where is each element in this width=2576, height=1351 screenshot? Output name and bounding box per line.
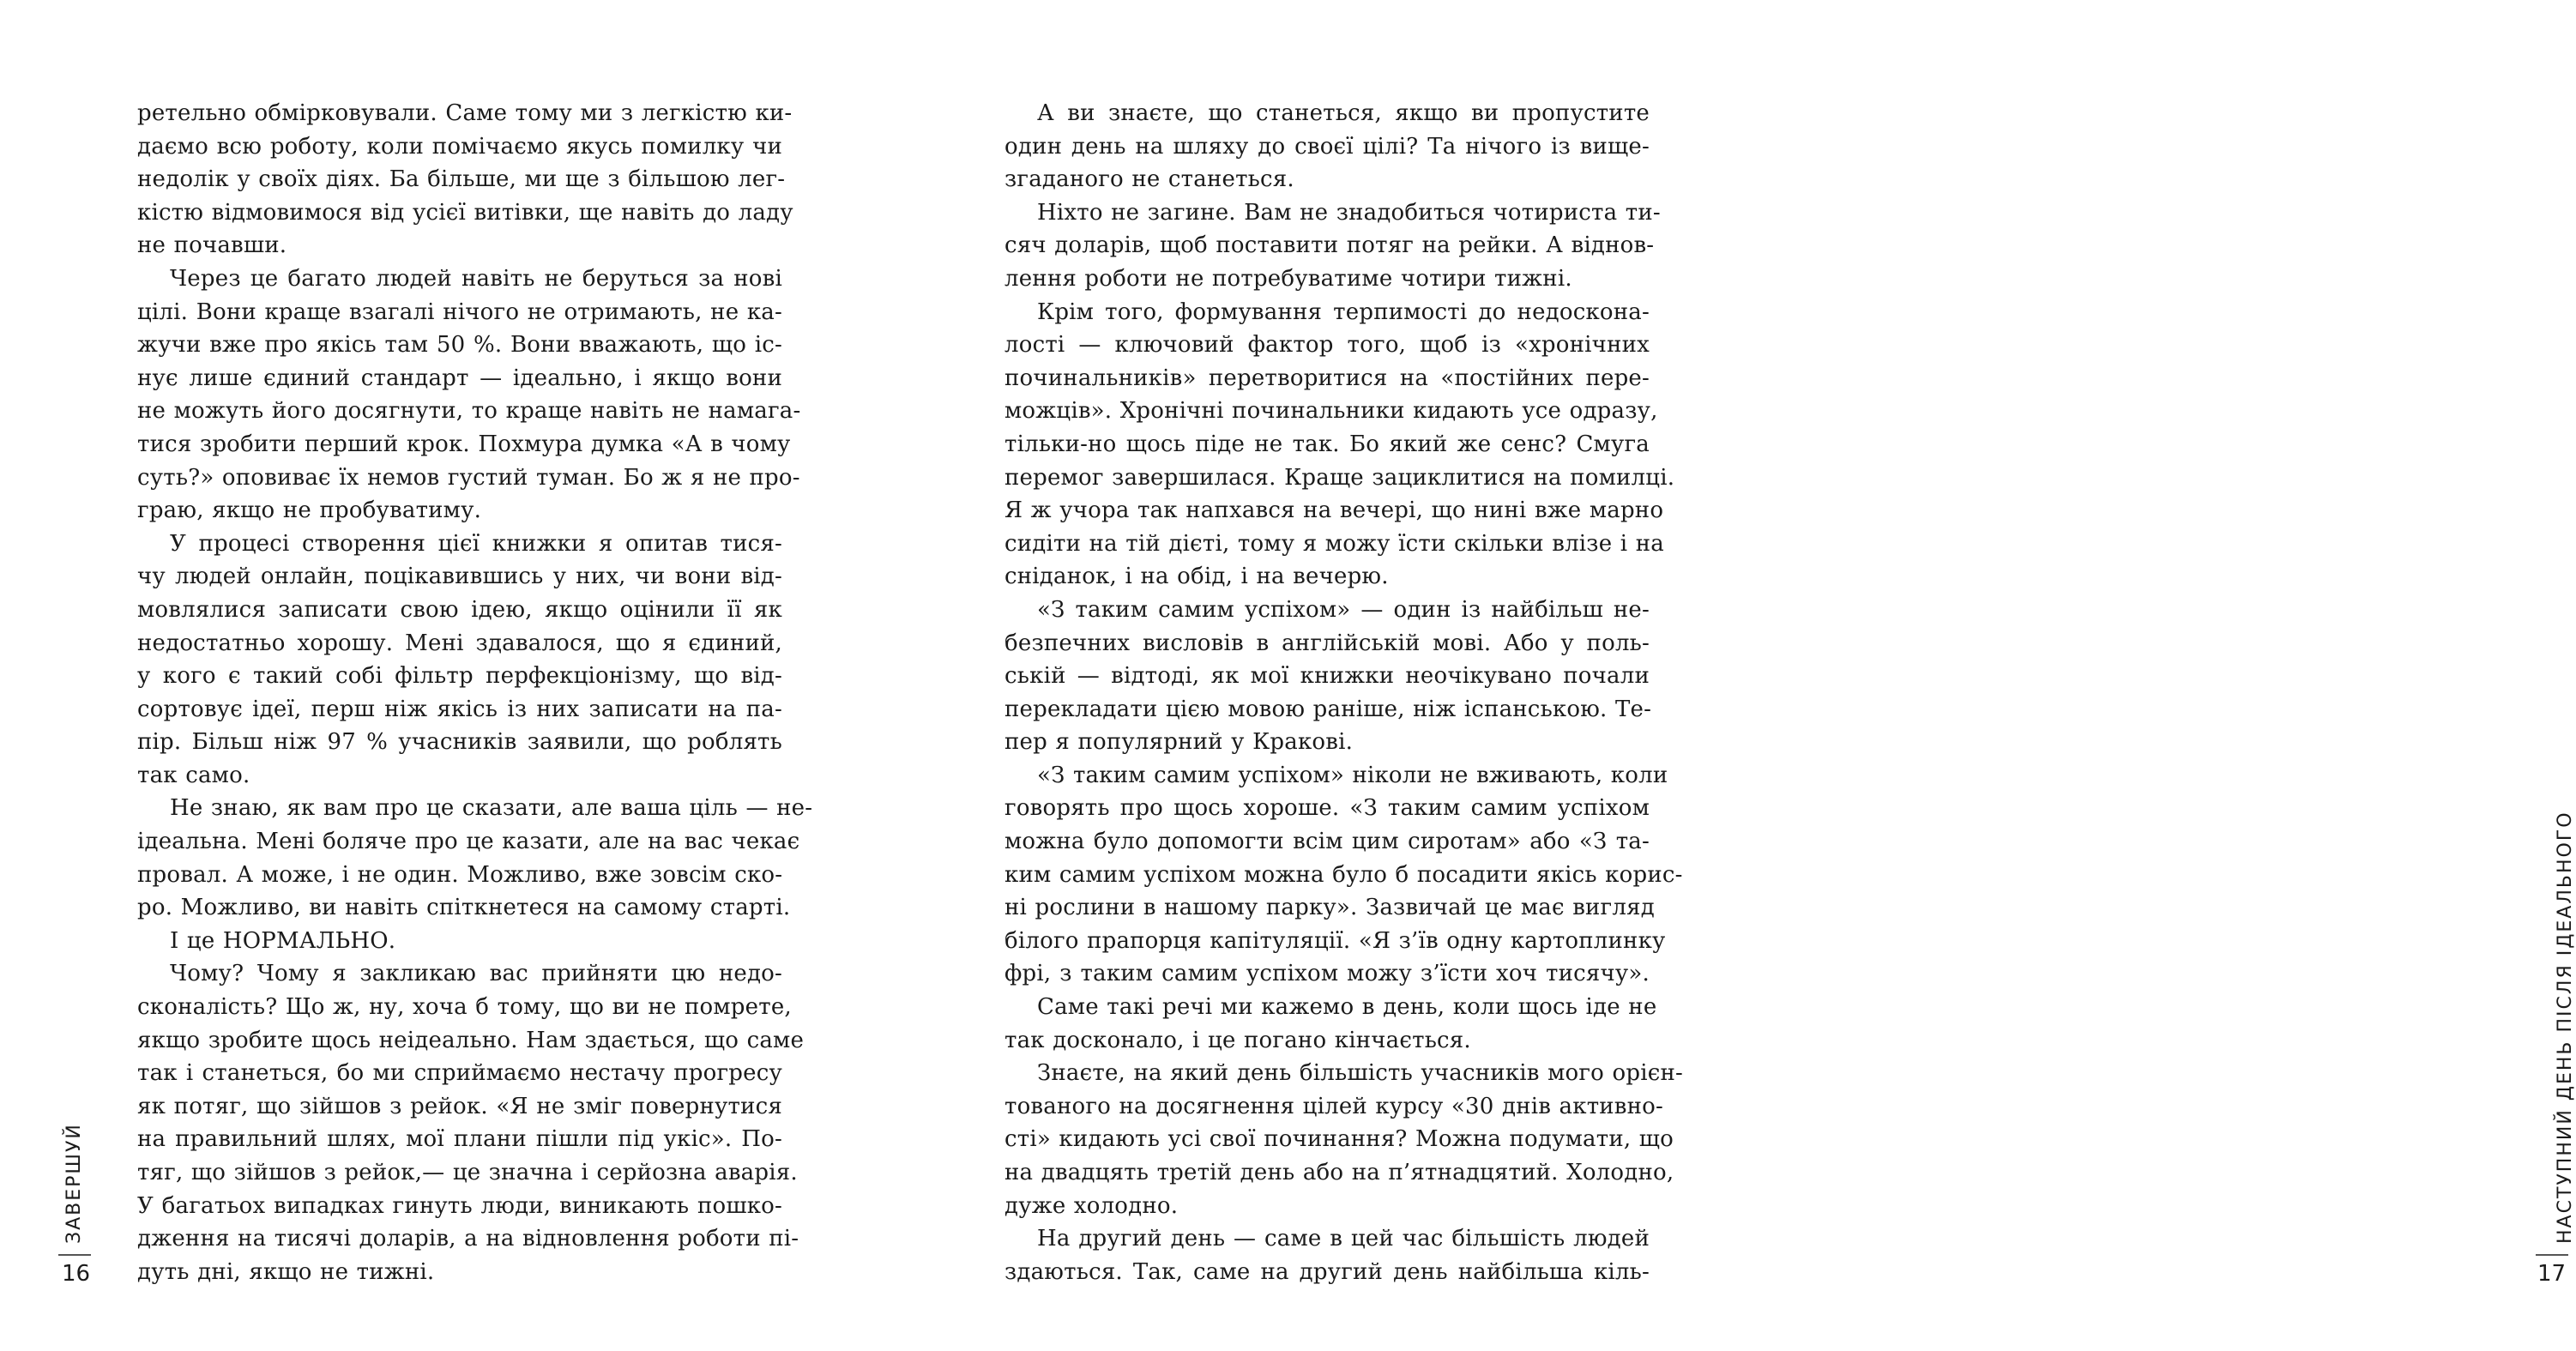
text-line: «З таким самим успіхом» — один із найбільш не- (1037, 596, 1650, 623)
right-running-head-rule (2536, 1254, 2568, 1256)
text-line: нує лише єдиний стандарт — ідеально, і якщо вони (137, 365, 782, 391)
text-line: тяг, що зійшов з рейок,— це значна і серйозна аварія. (137, 1160, 798, 1185)
text-line: безпечних висловів в англійській мові. Або у поль- (1004, 630, 1650, 656)
text-line: якщо зробите щось неідеально. Нам здається, що саме (137, 1027, 805, 1053)
text-line: граю, якщо не пробуватиму. (137, 498, 482, 524)
text-line: згаданого не станеться. (1004, 166, 1294, 193)
right-running-head: НАСТУПНИЙ ДЕНЬ ПІСЛЯ ІДЕАЛЬНОГО (2555, 811, 2576, 1244)
right-page-number: 17 (2537, 1261, 2567, 1287)
text-line: сидіти на тій дієті, тому я можу їсти скільки влізе і на (1004, 530, 1664, 557)
text-line: перекладати цією мовою раніше, ніж іспанською. Те- (1004, 696, 1652, 722)
text-line: тися зробити перший крок. Похмура думка «А в чому (137, 431, 791, 457)
text-line: ідеальна. Мені боляче про це казати, але на вас чекає (137, 829, 800, 855)
text-line: здаються. Так, саме на другий день найбільша кіль- (1004, 1258, 1650, 1285)
text-line: білого прапорця капітуляції. «Я з’їв одну картоплинку (1004, 927, 1666, 954)
text-line: на двадцять третій день або на п’ятнадцятий. Холодно, (1004, 1160, 1674, 1185)
text-line: дуть дні, якщо не тижні. (137, 1258, 435, 1285)
text-line: сконаліcть? Що ж, ну, хоча б тому, що ви не помрете, (137, 994, 792, 1021)
text-line: мовлялися записати свою ідею, якщо оцінили її як (137, 596, 782, 623)
text-line: дуже холодно. (1004, 1192, 1179, 1219)
text-line: ні рослини в нашому парку». Зазвичай це має вигляд (1004, 895, 1655, 921)
text-line: лення роботи не потребуватиме чотири тижні. (1004, 265, 1572, 292)
text-line: так само. (137, 762, 250, 788)
text-line: сортовує ідеї, перш ніж якісь із них записати на па- (137, 696, 782, 722)
text-line: один день на шляху до своєї цілі? Та нічого із вище- (1004, 133, 1650, 160)
text-line: на правильний шлях, мої плани пішли під укіс». По- (137, 1126, 782, 1153)
text-line: ро. Можливо, ви навіть спіткнетеся на самому старті. (137, 895, 791, 921)
text-line: Не знаю, як вам про це сказати, але ваша ціль — не- (170, 795, 813, 822)
text-line: Саме такі речі ми кажемо в день, коли щось іде не (1037, 994, 1657, 1021)
text-line: даємо всю роботу, коли помічаємо якусь помилку чи (137, 133, 782, 160)
left-page-number: 16 (62, 1261, 91, 1287)
right-page-body-text (1004, 97, 1683, 1288)
text-line: ким самим успіхом можна було б посадити якісь корис- (1004, 861, 1683, 888)
text-line: У процесі створення цієї книжки я опитав тися- (170, 530, 782, 557)
text-line: На другий день — саме в цей час більшість людей (1037, 1226, 1650, 1252)
text-line: жучи вже про якісь там 50 %. Вони вважають, що іс- (137, 332, 782, 359)
text-line: «З таким самим успіхом» ніколи не вживають, коли (1037, 762, 1668, 788)
text-line: пер я популярний у Кракові. (1004, 729, 1354, 756)
text-line: цілі. Вони краще взагалі нічого не отримають, не ка- (137, 299, 782, 325)
right-page (878, 0, 2576, 1351)
text-line: Крім того, формування терпимості до недоскона- (1037, 299, 1650, 325)
text-line: пір. Більш ніж 97 % учасників заявили, що роблять (137, 729, 782, 756)
text-line: у кого є такий собі фільтр перфекціонізму, що від- (137, 663, 782, 690)
text-line: як потяг, що зійшов з рейок. «Я не зміг повернутися (137, 1093, 782, 1119)
text-line: ретельно обмірковували. Саме тому ми з легкістю ки- (137, 100, 793, 126)
left-page-body-text (137, 97, 813, 1288)
text-line: фрі, з таким самим успіхом можу з’їсти хоч тисячу». (1004, 961, 1650, 987)
text-line: можців». Хронічні починальники кидають усе одразу, (1004, 398, 1658, 425)
text-line: недостатньо хорошу. Мені здавалося, що я єдиний, (137, 630, 782, 656)
text-line: кістю відмовимося від усієї витівки, ще навіть до ладу (137, 199, 793, 226)
text-line: Я ж учора так напхався на вечері, що нині вже марно (1004, 498, 1664, 524)
text-line: починальників» перетворитися на «постійних пере- (1004, 365, 1650, 391)
text-line: лості — ключовий фактор того, щоб із «хронічних (1004, 332, 1650, 359)
text-line: Ніхто не загине. Вам не знадобиться чотириста ти- (1037, 199, 1661, 226)
text-line: недолік у своїх діях. Ба більше, ми ще з більшою лег- (137, 166, 786, 193)
text-line: У багатьох випадках гинуть люди, виникають пошко- (137, 1192, 782, 1219)
text-line: тованого на досягнення цілей курсу «30 днів активно- (1004, 1093, 1664, 1119)
left-page (0, 0, 878, 1351)
text-line: Чому? Чому я закликаю вас прийняти цю недо- (170, 961, 782, 987)
text-line: чу людей онлайн, поцікавившись у них, чи вони від- (137, 564, 782, 590)
text-line: так і станеться, бо ми сприймаємо нестачу прогресу (137, 1060, 782, 1087)
text-line: не почавши. (137, 232, 287, 259)
text-line: дження на тисячі доларів, а на відновлення роботи пі- (137, 1226, 799, 1252)
text-line: А ви знаєте, що станеться, якщо ви пропустите (1037, 100, 1650, 126)
text-line: суть?» оповиває їх немов густий туман. Бо ж я не про- (137, 464, 800, 491)
text-line: говорять про щось хороше. «З таким самим успіхом (1004, 795, 1650, 822)
text-line: ській — відтоді, як мої книжки неочікувано почали (1004, 663, 1650, 690)
text-line: перемог завершилася. Краще зациклитися на помилці. (1004, 464, 1675, 491)
text-line: сяч доларів, щоб поставити потяг на рейки. А віднов- (1004, 232, 1655, 259)
text-line: сніданок, і на обід, і на вечерю. (1004, 564, 1389, 590)
text-line: провал. А може, і не один. Можливо, вже зовсім ско- (137, 861, 783, 888)
left-running-head: ЗАВЕРШУЙ (63, 1123, 85, 1244)
text-line: можна було допомогти всім цим сиротам» або «З та- (1004, 829, 1650, 855)
text-line: сті» кидають усі свої починання? Можна подумати, що (1004, 1126, 1674, 1153)
text-line: Через це багато людей навіть не беруться за нові (170, 265, 782, 292)
text-line: так досконало, і це погано кінчається. (1004, 1027, 1471, 1053)
left-running-head-rule (58, 1254, 91, 1256)
text-line: тільки-но щось піде не так. Бо який же сенс? Смуга (1004, 431, 1650, 457)
text-line: Знаєте, на який день більшість учасників мого орієн- (1037, 1060, 1683, 1087)
text-line: І це НОРМАЛЬНО. (170, 927, 396, 954)
text-line: не можуть його досягнути, то краще навіть не намага- (137, 398, 801, 425)
